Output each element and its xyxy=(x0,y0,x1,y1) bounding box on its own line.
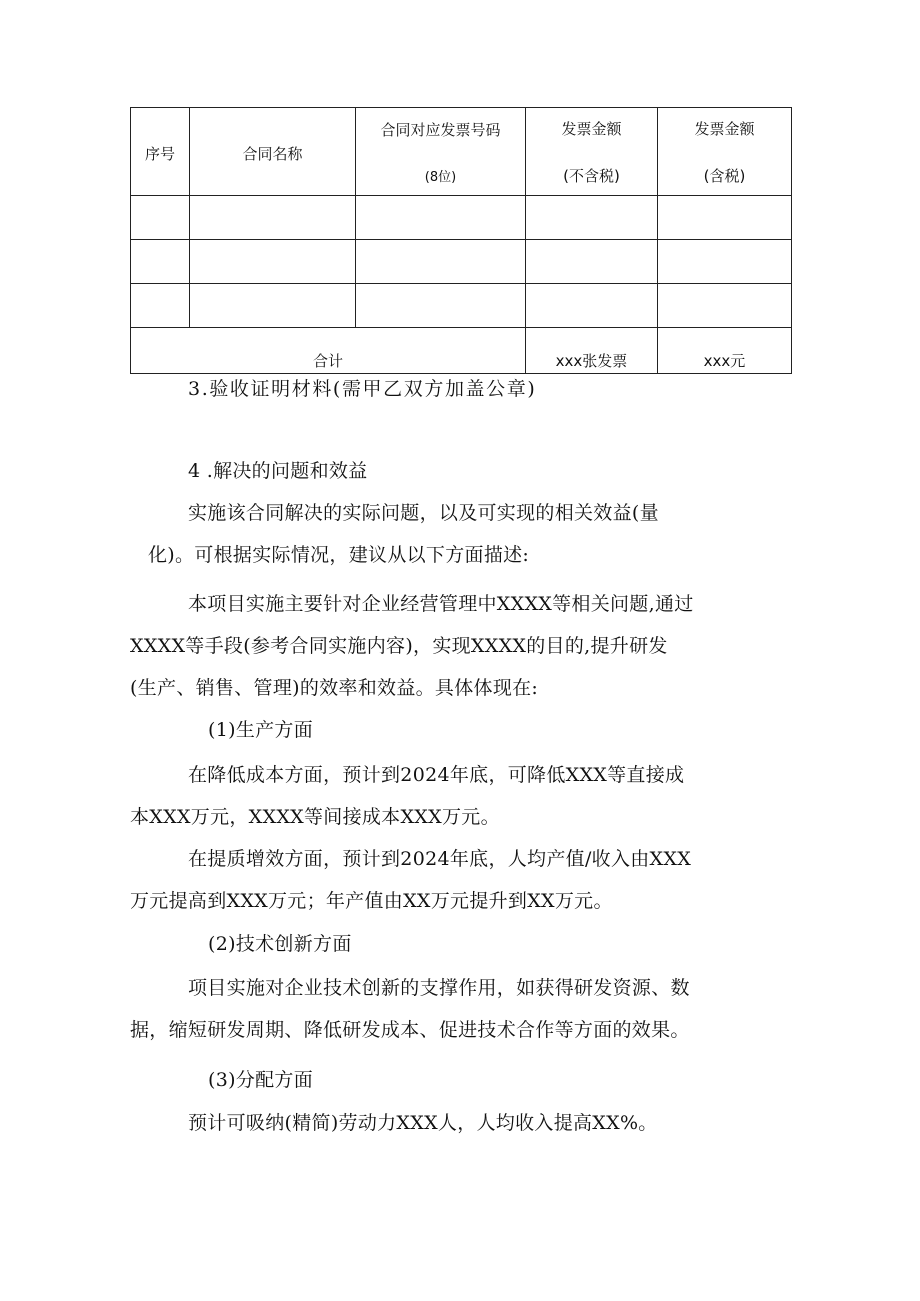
header-amount-incl-tax xyxy=(658,108,792,196)
table-cell xyxy=(526,284,658,328)
para1-line-2: XXXX等手段(参考合同实施内容)，实现XXXX的目的,提升研发 xyxy=(130,635,668,657)
sub2-heading: (2)技术创新方面 xyxy=(208,933,352,955)
table-cell xyxy=(356,284,526,328)
sub1-p1-line-2: 本XXX万元，XXXX等间接成本XXX万元。 xyxy=(130,806,500,828)
header-amount-incl-title: 发票金额 xyxy=(694,119,755,138)
intro-line-1: 实施该合同解决的实际问题，以及可实现的相关效益(量 xyxy=(188,502,659,524)
sub1-p1-line-1: 在降低成本方面，预计到2024年底，可降低XXX等直接成 xyxy=(188,764,685,786)
header-amount-incl-note: (含税) xyxy=(703,166,746,185)
table-cell xyxy=(526,196,658,240)
header-invoice-number xyxy=(356,108,526,196)
table-row xyxy=(131,284,792,328)
invoice-table xyxy=(130,107,792,374)
table-cell xyxy=(190,284,356,328)
header-amount-excl-note: (不含税) xyxy=(563,166,620,185)
sub1-p2-line-2: 万元提高到XXX万元；年产值由XX万元提升到XX万元。 xyxy=(130,890,613,912)
table-cell xyxy=(131,196,190,240)
total-label: 合计 xyxy=(131,328,526,374)
para1-line-3: (生产、销售、管理)的效率和效益。具体体现在: xyxy=(130,677,539,699)
intro-line-2: 化)。可根据实际情况，建议从以下方面描述: xyxy=(148,544,530,566)
table-total-row xyxy=(131,328,792,374)
table-cell xyxy=(658,284,792,328)
header-amount-excl-title: 发票金额 xyxy=(561,119,622,138)
table-cell xyxy=(526,240,658,284)
sub1-p2-line-1: 在提质增效方面，预计到2024年底，人均产值/收入由XXX xyxy=(188,848,692,870)
section-4-heading: 4 .解决的问题和效益 xyxy=(188,460,368,482)
sub2-line-2: 据，缩短研发周期、降低研发成本、促进技术合作等方面的效果。 xyxy=(130,1019,690,1041)
header-contract-name: 合同名称 xyxy=(190,108,356,196)
table-cell xyxy=(658,240,792,284)
sub2-line-1: 项目实施对企业技术创新的支撑作用，如获得研发资源、数 xyxy=(188,977,690,999)
table-cell xyxy=(356,240,526,284)
header-seq: 序号 xyxy=(131,108,190,196)
table-cell xyxy=(190,196,356,240)
header-amount-excl-tax xyxy=(526,108,658,196)
table-row xyxy=(131,240,792,284)
total-invoice-count: xxx张发票 xyxy=(526,328,658,374)
table-cell xyxy=(131,240,190,284)
table-cell xyxy=(356,196,526,240)
table-header-row xyxy=(131,108,792,196)
table-cell xyxy=(658,196,792,240)
sub3-heading: (3)分配方面 xyxy=(208,1069,314,1091)
table-row xyxy=(131,196,792,240)
table-cell xyxy=(190,240,356,284)
total-amount: xxx元 xyxy=(658,328,792,374)
section-3-heading: 3.验收证明材料(需甲乙双方加盖公章) xyxy=(188,378,537,400)
sub3-line-1: 预计可吸纳(精简)劳动力XXX人，人均收入提高XX%。 xyxy=(188,1112,658,1134)
sub1-heading: (1)生产方面 xyxy=(208,719,314,741)
table-cell xyxy=(131,284,190,328)
header-invoice-number-note: (8位) xyxy=(424,169,457,185)
para1-line-1: 本项目实施主要针对企业经营管理中XXXX等相关问题,通过 xyxy=(188,593,694,615)
header-invoice-number-title: 合同对应发票号码 xyxy=(380,120,501,139)
